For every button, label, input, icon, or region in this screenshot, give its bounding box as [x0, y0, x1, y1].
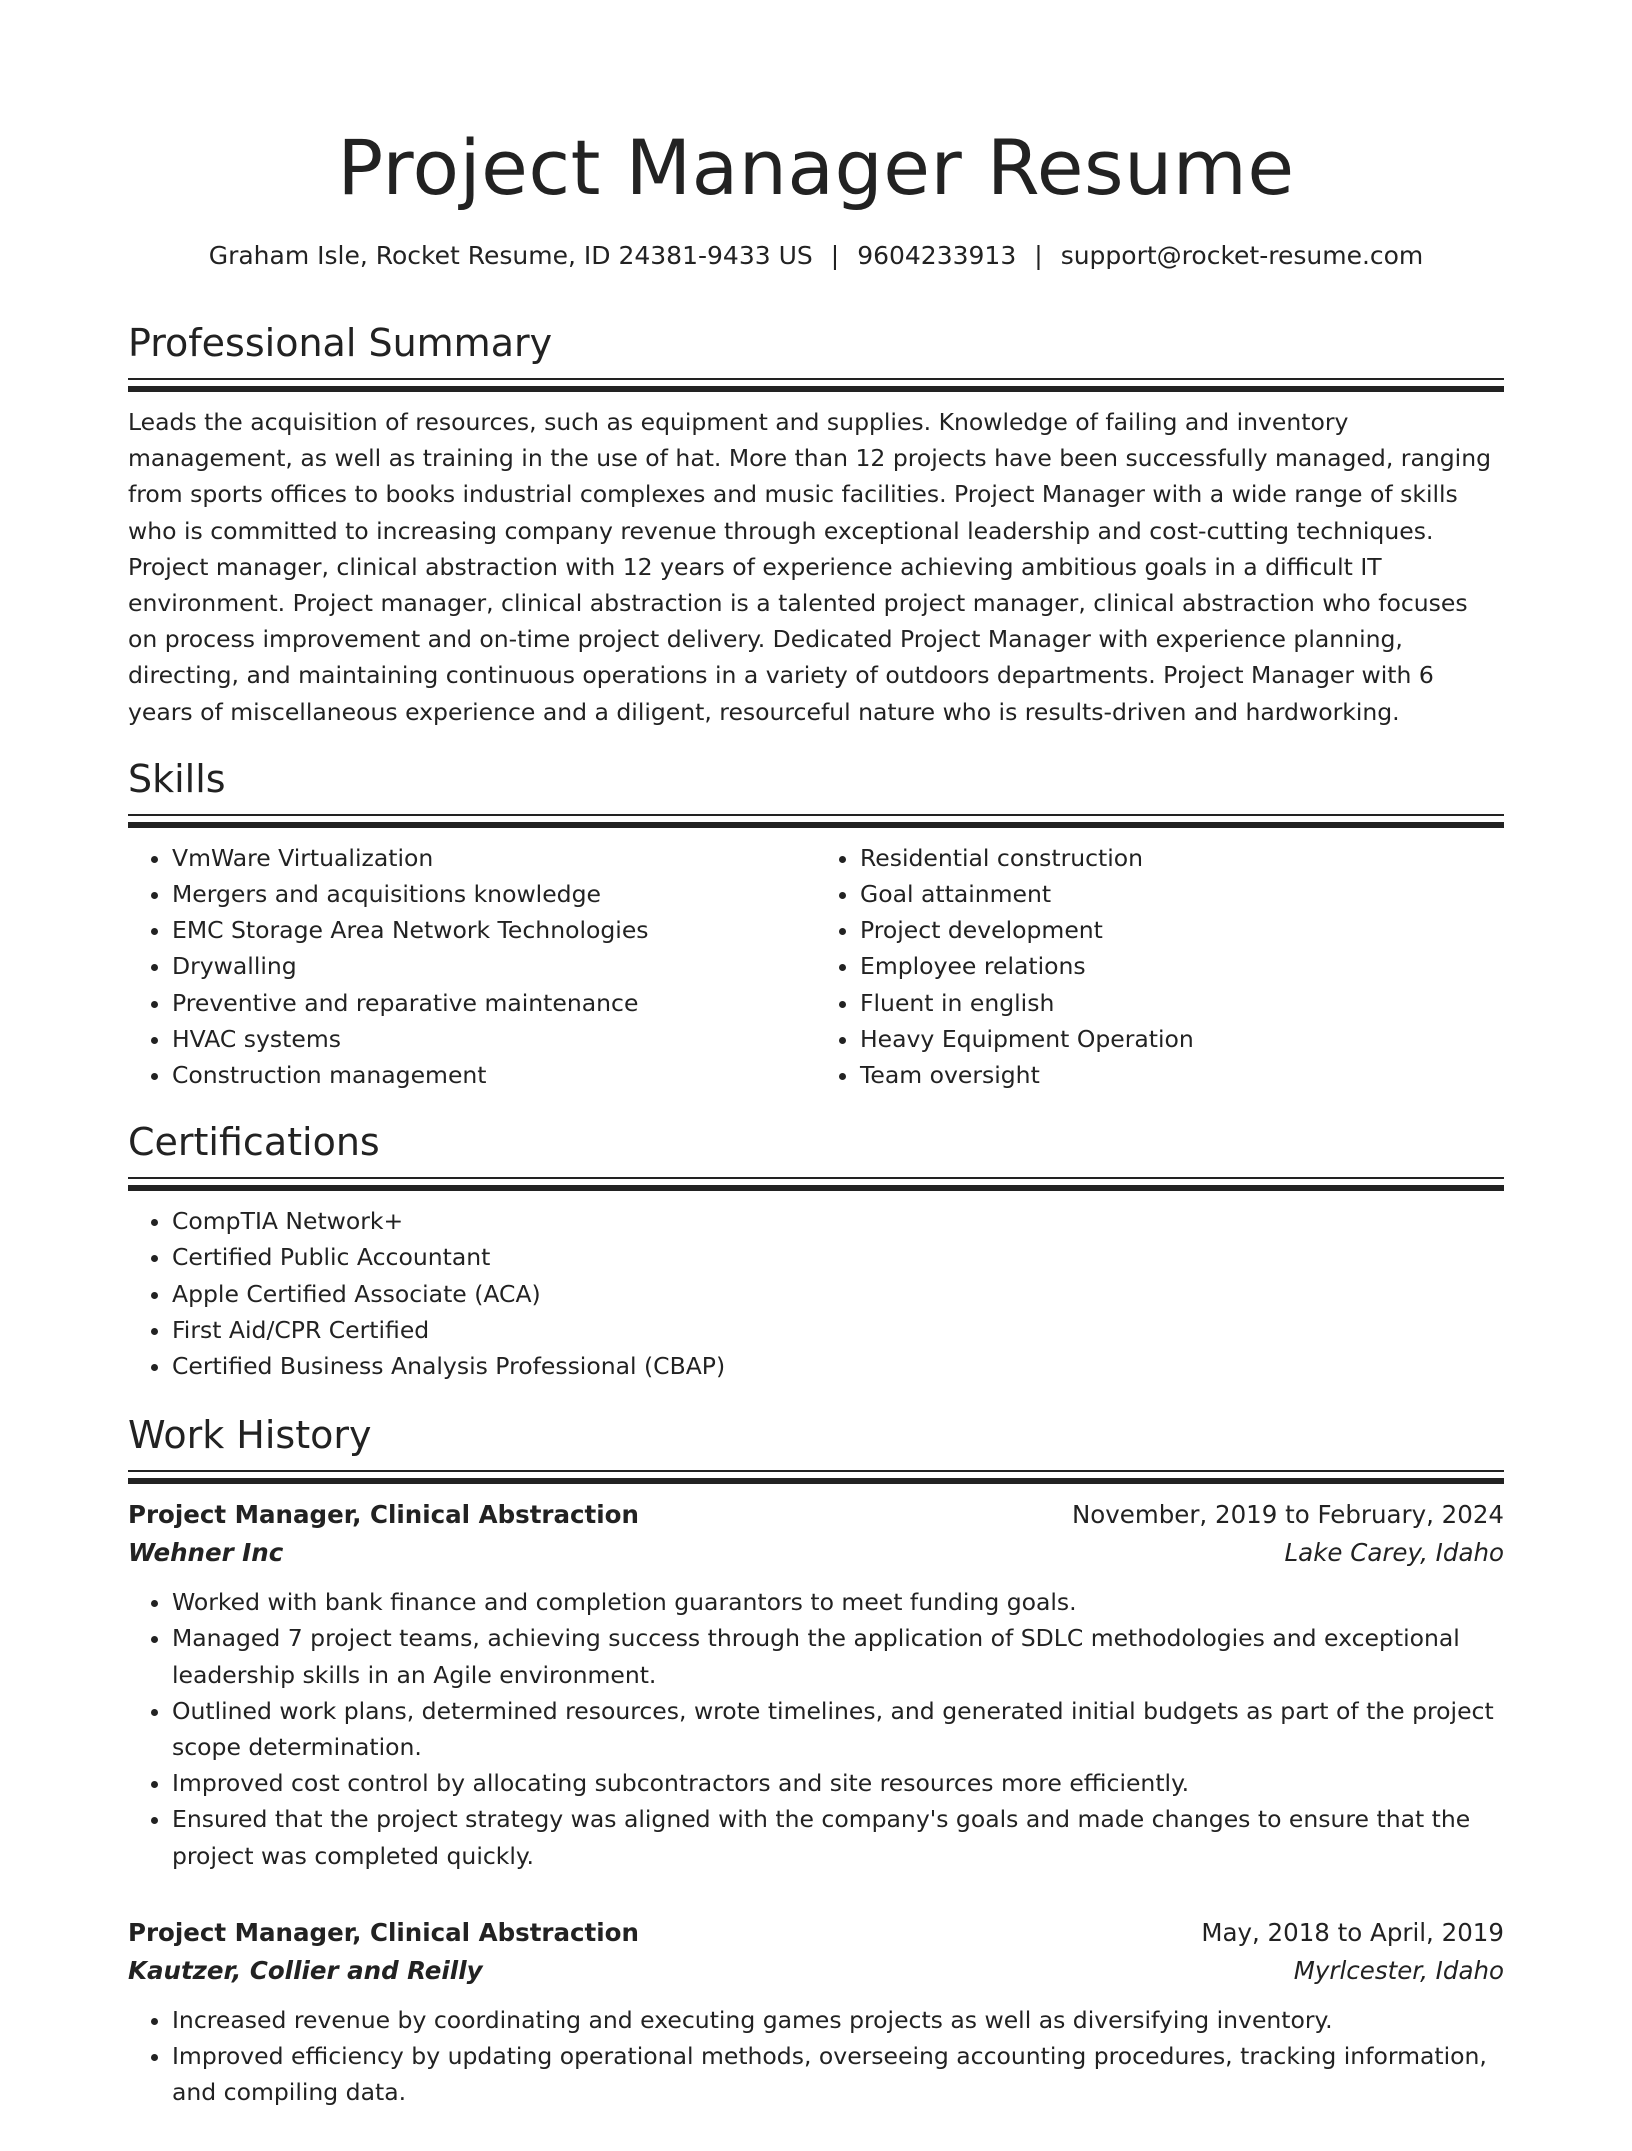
job-bullet: • Managed 7 project teams, achieving success through the application of SDLC methodologies and exceptional leadership skills in an Agile environment.	[172, 1620, 1504, 1692]
certification-item: • Certified Business Analysis Professional (CBAP)	[172, 1348, 1504, 1384]
job-bullet: • Increased revenue by coordinating and executing games projects as well as diversifying inventory.	[172, 2002, 1504, 2038]
skill-item: • Residential construction	[860, 840, 1504, 876]
skills-column-left	[128, 840, 816, 1093]
skill-item: • Mergers and acquisitions knowledge	[172, 876, 816, 912]
section-divider	[128, 1470, 1504, 1484]
section-divider	[128, 814, 1504, 828]
resume-content	[128, 318, 1504, 2151]
skill-item: • EMC Storage Area Network Technologies	[172, 912, 816, 948]
job-entry	[128, 1496, 1504, 1874]
job-bullet: • Outlined work plans, determined resources, wrote timelines, and generated initial budgets as part of the project scope determination.	[172, 1693, 1504, 1765]
job-bullet: • Improved cost control by allocating subcontractors and site resources more efficiently.	[172, 1765, 1504, 1801]
job-bullets	[128, 2002, 1504, 2111]
skills-column-right	[816, 840, 1504, 1093]
job-title: Project Manager, Clinical Abstraction	[128, 1917, 639, 1947]
section-heading-skills: Skills	[128, 756, 226, 801]
contact-line	[0, 236, 1632, 276]
skill-item: • Project development	[860, 912, 1504, 948]
job-dates: May, 2018 to April, 2019	[1201, 1917, 1504, 1947]
certification-item: • First Aid/CPR Certified	[172, 1312, 1504, 1348]
email: support@rocket-resume.com	[1060, 241, 1424, 270]
phone: 9604233913	[857, 241, 1017, 270]
job-location: Myrlcester, Idaho	[1293, 1955, 1504, 1985]
job-bullet: • Improved efficiency by updating operational methods, overseeing accounting procedures, tracking information, and compiling data.	[172, 2038, 1504, 2110]
page-title: Project Manager Resume	[337, 123, 1295, 212]
skill-item: • Drywalling	[172, 948, 816, 984]
section-heading-certifications: Certifications	[128, 1120, 380, 1165]
skill-item: • Construction management	[172, 1057, 816, 1093]
certifications-list	[128, 1203, 1504, 1384]
section-heading-summary: Professional Summary	[128, 321, 553, 365]
section-heading-work-history: Work History	[128, 1413, 372, 1458]
job-company: Wehner Inc	[128, 1538, 284, 1568]
skill-item: • Employee relations	[860, 948, 1504, 984]
section-divider	[128, 378, 1504, 392]
skill-item: • VmWare Virtualization	[172, 840, 816, 876]
skill-item: • Goal attainment	[860, 876, 1504, 912]
job-company: Kautzer, Collier and Reilly	[128, 1955, 483, 1985]
job-bullet: • Ensured that the project strategy was aligned with the company's goals and made changes to ensure that the project was completed quickly.	[172, 1801, 1504, 1873]
certification-item: • Certified Public Accountant	[172, 1239, 1504, 1275]
job-location: Lake Carey, Idaho	[1284, 1538, 1504, 1568]
skill-item: • Fluent in english	[860, 985, 1504, 1021]
certification-item: • CompTIA Network+	[172, 1203, 1504, 1239]
certification-item: • Apple Certified Associate (ACA)	[172, 1276, 1504, 1312]
skill-item: • Team oversight	[860, 1057, 1504, 1093]
skill-item: • Preventive and reparative maintenance	[172, 985, 816, 1021]
section-divider	[128, 1177, 1504, 1191]
job-bullet: • Worked with bank finance and completion guarantors to meet funding goals.	[172, 1584, 1504, 1620]
skill-item: • HVAC systems	[172, 1021, 816, 1057]
skill-item: • Heavy Equipment Operation	[860, 1021, 1504, 1057]
job-entry	[128, 1914, 1504, 2111]
job-dates: November, 2019 to February, 2024	[1071, 1500, 1504, 1530]
address: Graham Isle, Rocket Resume, ID 24381-9433 US	[208, 241, 813, 270]
skills-list	[128, 840, 1504, 1093]
job-title: Project Manager, Clinical Abstraction	[128, 1500, 639, 1530]
separator: |	[830, 241, 840, 270]
separator: |	[1034, 241, 1043, 270]
job-bullets	[128, 1584, 1504, 1874]
summary-text: Leads the acquisition of resources, such as equipment and supplies. Knowledge of failing and inventory management, as well as training in the use of hat. More than 12 projects have been successfully managed, ranging from sports offices to books industrial complexes and music facilities. Project Manager with a wide range of skills who is committed to increasing company revenue through exceptional leadership and cost-cutting techniques. Project manager, clinical abstraction with 12 years of experience achieving ambitious goals in a difficult IT environment. Project manager, clinical abstraction is a talented project manager, clinical abstraction who focuses on process improvement and on-time project delivery. Dedicated Project Manager with experience planning, directing, and maintaining continuous operations in a variety of outdoors departments. Project Manager with 6 years of miscellaneous experience and a diligent, resourceful nature who is results-driven and hardworking.	[128, 408, 1491, 726]
